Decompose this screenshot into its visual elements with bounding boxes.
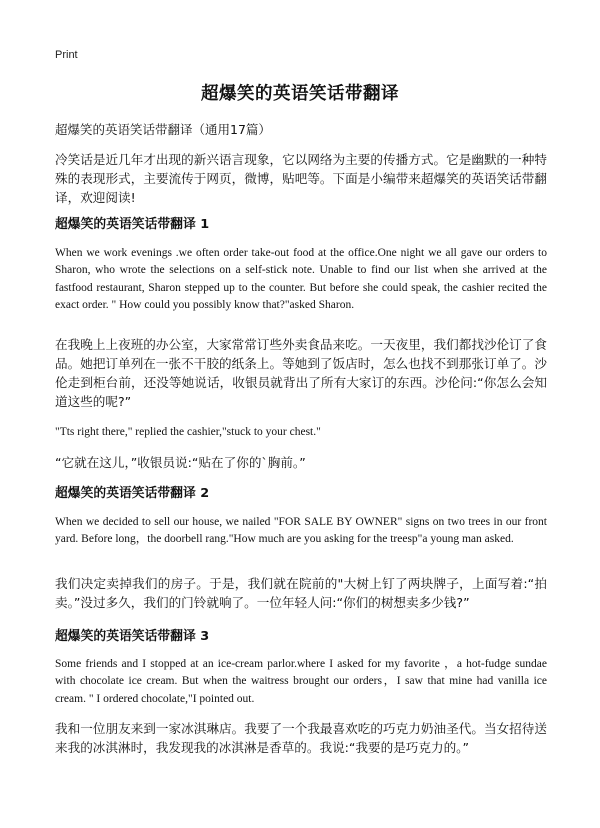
section-3-chinese-paragraph: 我和一位朋友来到一家冰淇琳店。我要了一个我最喜欢吃的巧克力奶油圣代。当女招待送来我的冰淇淋时，我发现我的冰淇淋是香草的。我说:“我要的是巧克力的。” xyxy=(55,721,547,755)
page-title: 超爆笑的英语笑话带翻译 xyxy=(201,84,399,104)
section-1-chinese-paragraph: 在我晚上上夜班的办公室，大家常常订些外卖食品来吃。一天夜里，我们都找沙伦订了食品。她把订单列在一张不干胶的纸条上。等她到了饭店时，怎么也找不到那张订单了。沙伦走到柜台前，还没等她说话，收银员就背出了所有大家订的东西。沙伦问:“你怎么会知道这些的呢?” xyxy=(55,337,547,409)
intro-paragraph: 冷笑话是近几年才出现的新兴语言现象，它以网络为主要的传播方式。它是幽默的一种特殊的表现形式，主要流传于网页，微博，贴吧等。下面是小编带来超爆笑的英语笑话带翻译，欢迎阅读! xyxy=(55,152,547,205)
section-1-heading: 超爆笑的英语笑话带翻译 1 xyxy=(55,217,210,232)
section-2-heading: 超爆笑的英语笑话带翻译 2 xyxy=(55,486,210,501)
section-2-chinese-paragraph: 我们决定卖掉我们的房子。于是，我们就在院前的"大树上钉了两块牌子，上面写着:“拍卖。”没过多久，我们的门铃就响了。一位年轻人问:“你们的树想卖多少钱?” xyxy=(55,576,547,610)
print-label: Print xyxy=(55,49,78,61)
section-3-english-paragraph: Some friends and I stopped at an ice-cream parlor.where I asked for my favorite ，a hot-fudge sundae with chocolate ice cream. But when the waitress brought our orders，I saw that mine had vanilla ice cream. " I ordered chocolate,"I pointed out. xyxy=(55,658,547,705)
section-1-english-paragraph: When we work evenings .we often order take-out food at the office.One night we all gave our orders to Sharon, who wrote the selections on a self-stick note. Unable to find our list when she arrived at the fastfood restaurant, Sharon stepped up to the counter. But before she could speak, the cashier recited the exact order. " How could you possibly know that?"asked Sharon. xyxy=(55,247,547,312)
section-3-heading: 超爆笑的英语笑话带翻译 3 xyxy=(55,629,210,644)
document-subtitle: 超爆笑的英语笑话带翻译（通用17篇） xyxy=(55,122,271,137)
section-2-english-paragraph: When we decided to sell our house, we nailed "FOR SALE BY OWNER" signs on two trees in our front yard. Before long，the doorbell rang."How much are you asking for the treesp"a young man asked. xyxy=(55,516,547,546)
section-1-chinese-reply: “它就在这儿，”收银员说:“贴在了你的`胸前。” xyxy=(55,455,306,470)
section-1-english-reply: "Tts right there," replied the cashier,"stuck to your chest." xyxy=(55,426,321,438)
